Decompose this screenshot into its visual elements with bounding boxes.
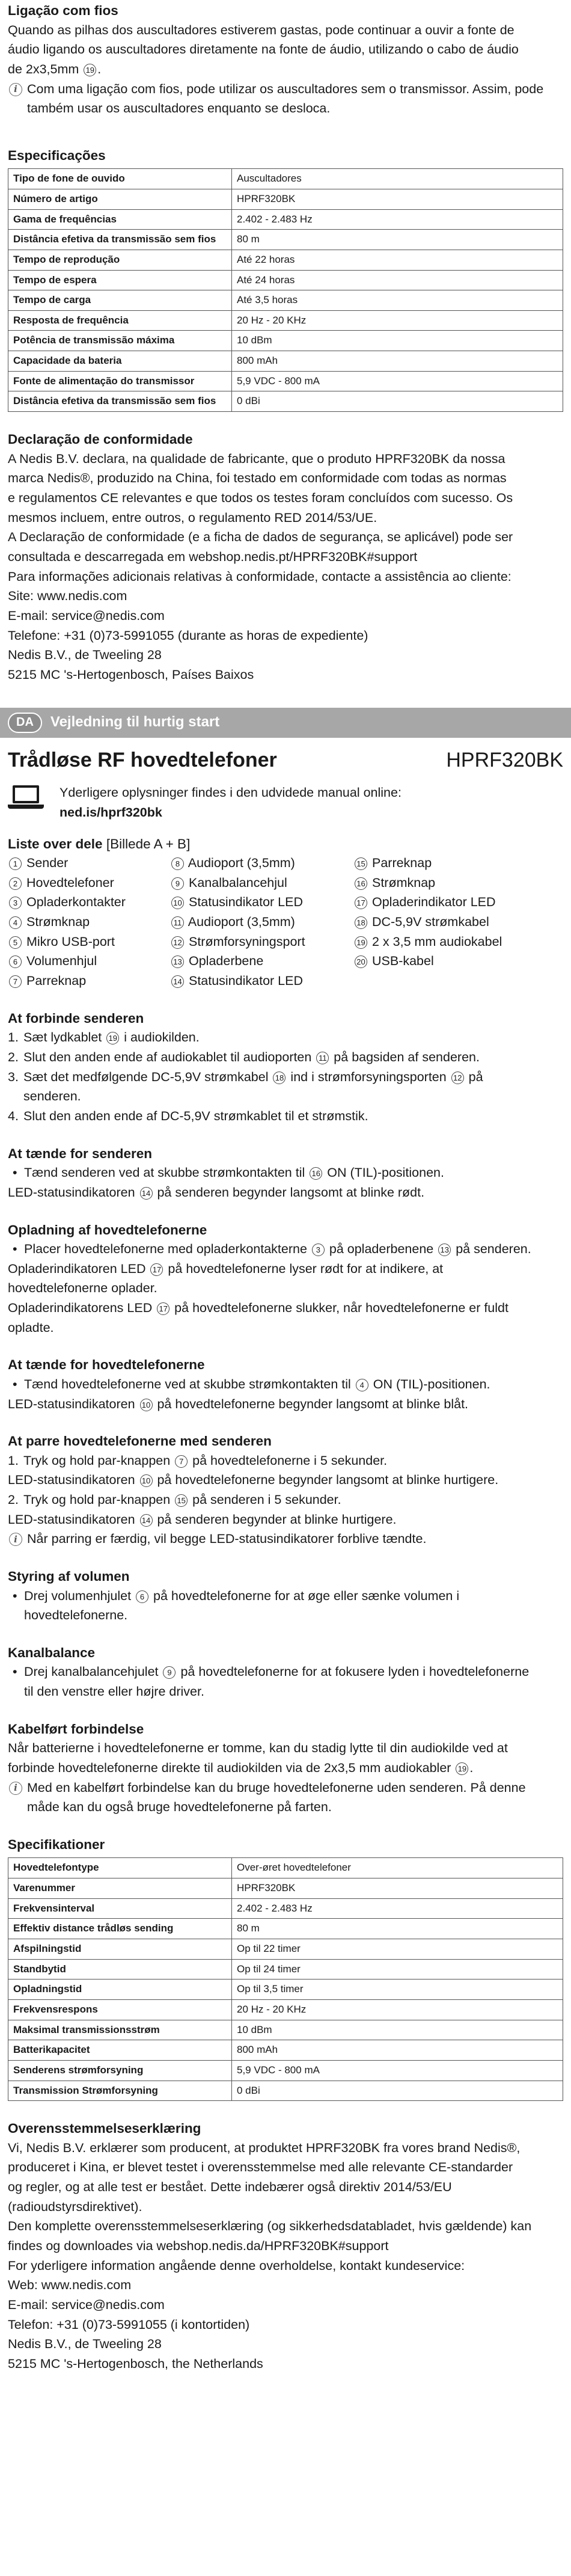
- spec-value: 20 Hz - 20 KHz: [232, 1999, 563, 2020]
- da-wired-note: [8, 1778, 563, 1817]
- pt-conformity-section: [8, 430, 563, 685]
- ref-number: 1: [9, 857, 22, 870]
- ref-number: 5: [9, 936, 22, 949]
- pt-conformity-heading: Declaração de conformidade: [8, 432, 193, 447]
- section-heading: Kanalbalance: [8, 1645, 96, 1660]
- part-label: Parreknap: [371, 856, 432, 871]
- spec-key: Tempo de espera: [8, 270, 232, 290]
- body-line: hovedtelefonerne oplader.: [8, 1281, 157, 1296]
- body-line: A Nedis B.V. declara, na qualidade de fabricante, que o produto HPRF320BK da nossa: [8, 451, 505, 466]
- ref-number: 8: [171, 857, 184, 870]
- table-row: [8, 2020, 563, 2040]
- spec-value: HPRF320BK: [232, 1878, 563, 1899]
- part-item: [170, 932, 353, 952]
- body-line: marca Nedis®, produzido na China, foi testado em conformidade com todas as normas: [8, 471, 507, 486]
- volume-section: [8, 1567, 563, 1625]
- table-row: [8, 250, 563, 270]
- part-item: [170, 912, 353, 932]
- spec-key: Distância efetiva da transmissão sem fios: [8, 230, 232, 250]
- spec-value: HPRF320BK: [232, 189, 563, 210]
- ref-number: 19: [106, 1032, 119, 1044]
- body-line: mesmos incluem, entre outros, o regulamento RED 2014/53/UE.: [8, 510, 377, 525]
- spec-value: Até 22 horas: [232, 250, 563, 270]
- note-line: måde kan du også bruge hovedtelefonerne på farten.: [27, 1800, 332, 1815]
- da-wired-section: [8, 1720, 563, 1817]
- da-specs-section: [8, 1835, 563, 2101]
- table-row: [8, 371, 563, 391]
- body-line: Opladerindikatorens LED 17 på hovedtelefonerne slukker, når hovedtelefonerne er fuldt: [8, 1301, 508, 1316]
- spec-value: 80 m: [232, 1919, 563, 1939]
- ref-number: 17: [355, 897, 367, 909]
- da-specs-heading: Specifikationer: [8, 1836, 105, 1852]
- part-item: [8, 971, 170, 991]
- ref-number: 3: [9, 897, 22, 909]
- part-item: [170, 853, 353, 873]
- spec-key: Tipo de fone de ouvido: [8, 169, 232, 189]
- spec-value: 0 dBi: [232, 2081, 563, 2101]
- body-line: 5215 MC 's-Hertogenbosch, Países Baixos: [8, 667, 254, 682]
- pt-specs-section: [8, 146, 563, 412]
- pt-wired-line: Quando as pilhas dos auscultadores estiverem gastas, pode continuar a ouvir a fonte de: [8, 22, 515, 37]
- part-item: [170, 892, 353, 912]
- list-item: • Placer hovedtelefonerne med opladerkontakterne 3 på opladerbenene 13 på senderen.: [13, 1242, 531, 1257]
- info-icon: i: [9, 1533, 22, 1546]
- spec-value: Op til 24 timer: [232, 1959, 563, 1980]
- section-heading: At parre hovedtelefonerne med senderen: [8, 1434, 272, 1449]
- spec-value: 10 dBm: [232, 331, 563, 351]
- spec-key: Distância efetiva da transmissão sem fios: [8, 391, 232, 412]
- parts-heading: Liste over dele [Billede A + B]: [8, 836, 191, 851]
- online-manual-link[interactable]: ned.is/hprf320bk: [60, 805, 162, 820]
- spec-key: Frekvensinterval: [8, 1898, 232, 1919]
- list-item: 2. Slut den anden ende af audiokablet til audioporten 11 på bagsiden af senderen.: [8, 1050, 480, 1064]
- body-line: Telefon: +31 (0)73-5991055 (i kontortiden): [8, 2317, 250, 2332]
- ref-number: 14: [140, 1514, 153, 1527]
- spec-value: Op til 3,5 timer: [232, 1980, 563, 2000]
- table-row: [8, 189, 563, 210]
- body-line: findes og downloades via webshop.nedis.da/HPRF320BK#support: [8, 2239, 389, 2254]
- power-sender-section: [8, 1144, 563, 1203]
- list-item: • Drej kanalbalancehjulet 9 på hovedtelefonerne for at fokusere lyden i hovedtelefonerne til den venstre eller højre driver.: [13, 1664, 530, 1699]
- section-heading: At tænde for hovedtelefonerne: [8, 1357, 205, 1373]
- part-item: [8, 951, 170, 971]
- language-header-title: Vejledning til hurtig start: [50, 714, 220, 731]
- part-item: [353, 853, 563, 873]
- spec-value: 20 Hz - 20 KHz: [232, 310, 563, 331]
- ref-number: 16: [355, 877, 367, 890]
- ref-number: 12: [451, 1072, 464, 1084]
- spec-value: Op til 22 timer: [232, 1939, 563, 1960]
- ref-number: 4: [9, 916, 22, 929]
- language-code-badge: DA: [8, 713, 42, 733]
- part-item: [353, 971, 563, 991]
- body-line: Den komplette overensstemmelseserklæring (og sikkerhedsdatabladet, hvis gældende) kan: [8, 2219, 532, 2234]
- ref-number: 19: [355, 936, 367, 949]
- part-label: Audioport (3,5mm): [188, 856, 295, 871]
- part-label: DC-5,9V strømkabel: [371, 915, 489, 930]
- table-row: [8, 1898, 563, 1919]
- part-item: [8, 932, 170, 952]
- body-line: Nedis B.V., de Tweeling 28: [8, 2337, 162, 2352]
- body-line: Når batterierne i hovedtelefonerne er tomme, kan du stadig lytte til din audiokilde ved at: [8, 1741, 508, 1756]
- info-icon: i: [9, 83, 22, 96]
- spec-key: Maksimal transmissionsstrøm: [8, 2020, 232, 2040]
- part-label: Statusindikator LED: [188, 895, 303, 910]
- body-line: og regler, og at alle test er bestået. Dette indebærer også direktiv 2014/53/EU: [8, 2180, 452, 2194]
- list-item: • Tænd hovedtelefonerne ved at skubbe strømkontakten til 4 ON (TIL)-positionen.: [13, 1376, 490, 1391]
- ref-number: 4: [356, 1379, 368, 1391]
- body-line: consultada e descarregada em webshop.nedis.pt/HPRF320BK#support: [8, 549, 418, 564]
- table-row: [8, 1959, 563, 1980]
- part-item: [353, 912, 563, 932]
- spec-value: Até 24 horas: [232, 270, 563, 290]
- pt-wired-heading: Ligação com fios: [8, 3, 118, 18]
- spec-value: 10 dBm: [232, 2020, 563, 2040]
- spec-value: Até 3,5 horas: [232, 290, 563, 311]
- body-line: e regulamentos CE relevantes e que todos os testes foram concluídos com sucesso. Os: [8, 490, 513, 505]
- table-row: [8, 1858, 563, 1878]
- body-line: Para informações adicionais relativas à conformidade, contacte a assistência ao cliente:: [8, 569, 511, 584]
- part-label: Statusindikator LED: [188, 974, 303, 989]
- body-line: E-mail: service@nedis.com: [8, 608, 165, 623]
- spec-key: Standbytid: [8, 1959, 232, 1980]
- spec-value: 0 dBi: [232, 391, 563, 412]
- language-header-bar: [0, 708, 571, 738]
- body-line: LED-statusindikatoren 10 på hovedtelefonerne begynder langsomt at blinke blåt.: [8, 1396, 469, 1411]
- part-item: [170, 873, 353, 893]
- spec-value: 5,9 VDC - 800 mA: [232, 2060, 563, 2081]
- table-row: [8, 1878, 563, 1899]
- body-line: Vi, Nedis B.V. erklærer som producent, at produktet HPRF320BK fra vores brand Nedis®,: [8, 2140, 521, 2155]
- table-row: [8, 230, 563, 250]
- body-line: 5215 MC 's-Hertogenbosch, the Netherlands: [8, 2357, 263, 2372]
- spec-value: 80 m: [232, 230, 563, 250]
- ref-number: 20: [355, 955, 367, 968]
- da-conformity-section: [8, 2119, 563, 2374]
- part-label: Kanalbalancehjul: [188, 875, 287, 890]
- list-item: 2. Tryk og hold par-knappen 15 på senderen i 5 sekunder.: [8, 1492, 341, 1507]
- ref-number: 16: [310, 1167, 322, 1180]
- ref-number: 14: [171, 975, 184, 988]
- body-line: LED-statusindikatoren 14 på senderen begynder at blinke hurtigere.: [8, 1512, 397, 1527]
- table-row: [8, 391, 563, 412]
- section-heading: Styring af volumen: [8, 1569, 130, 1584]
- spec-key: Senderens strømforsyning: [8, 2060, 232, 2081]
- pt-specs-heading: Especificações: [8, 147, 106, 163]
- part-item: [8, 892, 170, 912]
- part-label: Sender: [26, 856, 69, 871]
- ref-number: 15: [355, 857, 367, 870]
- table-row: [8, 1999, 563, 2020]
- part-label: Volumenhjul: [26, 954, 97, 969]
- spec-key: Batterikapacitet: [8, 2040, 232, 2061]
- product-title-row: [8, 745, 563, 776]
- part-label: Opladerindikator LED: [371, 895, 496, 910]
- ref-number: 11: [171, 916, 184, 929]
- ref-number: 10: [171, 897, 184, 909]
- ref-number: 11: [316, 1052, 329, 1064]
- part-item: [170, 971, 353, 991]
- part-label: 2 x 3,5 mm audiokabel: [371, 934, 502, 949]
- ref-number: 6: [136, 1590, 148, 1603]
- body-line: opladte.: [8, 1320, 54, 1335]
- ref-number: 19: [84, 64, 96, 76]
- parts-list: [8, 853, 563, 991]
- pt-wired-line: áudio ligando os auscultadores diretamente na fonte de áudio, utilizando o cabo de áudio: [8, 42, 519, 57]
- ref-number: 13: [171, 955, 184, 968]
- list-item: 4. Slut den anden ende af DC-5,9V strømkablet til et strømstik.: [8, 1109, 368, 1124]
- body-line: For yderligere information angående denne overholdelse, kontakt kundeservice:: [8, 2258, 465, 2273]
- ref-number: 19: [456, 1762, 468, 1775]
- part-label: Strømknap: [371, 875, 436, 890]
- pt-conformity-text: [8, 449, 563, 685]
- spec-value: 2.402 - 2.483 Hz: [232, 209, 563, 230]
- da-spec-table: [8, 1857, 563, 2101]
- table-row: [8, 290, 563, 311]
- table-row: [8, 1939, 563, 1960]
- ref-number: 15: [175, 1494, 188, 1507]
- part-label: Opladerbene: [188, 954, 264, 969]
- power-headphones-section: [8, 1355, 563, 1414]
- ref-number: 6: [9, 955, 22, 968]
- note-line: Med en kabelført forbindelse kan du bruge hovedtelefonerne uden senderen. På denne: [27, 1780, 526, 1795]
- body-line: (radioudstyrsdirektivet).: [8, 2199, 142, 2214]
- body-line: LED-statusindikatoren 14 på senderen begynder langsomt at blinke rødt.: [8, 1185, 425, 1200]
- spec-key: Frekvensrespons: [8, 1999, 232, 2020]
- part-label: Strømforsyningsport: [188, 934, 305, 949]
- spec-key: Effektiv distance trådløs sending: [8, 1919, 232, 1939]
- spec-value: 5,9 VDC - 800 mA: [232, 371, 563, 391]
- table-row: [8, 1980, 563, 2000]
- ref-number: 3: [312, 1244, 325, 1256]
- list-item: • Tænd senderen ved at skubbe strømkontakten til 16 ON (TIL)-positionen.: [13, 1165, 444, 1180]
- spec-value: Over-øret hovedtelefoner: [232, 1858, 563, 1878]
- table-row: [8, 169, 563, 189]
- table-row: [8, 209, 563, 230]
- spec-key: Capacidade da bateria: [8, 351, 232, 372]
- spec-key: Varenummer: [8, 1878, 232, 1899]
- body-line: Nedis B.V., de Tweeling 28: [8, 648, 162, 663]
- note-line: Når parring er færdig, vil begge LED-statusindikatorer forblive tændte.: [27, 1532, 427, 1547]
- pt-spec-table: [8, 168, 563, 412]
- online-manual-text: Yderligere oplysninger findes i den udvidede manual online:: [60, 785, 402, 800]
- body-line: produceret i Kina, er blevet testet i overensstemmelse med alle relevante CE-standarder: [8, 2160, 513, 2175]
- part-label: Mikro USB-port: [26, 934, 115, 949]
- spec-key: Fonte de alimentação do transmissor: [8, 371, 232, 391]
- note-line: Com uma ligação com fios, pode utilizar os auscultadores sem o transmissor. Assim, pode: [27, 81, 544, 96]
- ref-number: 18: [355, 916, 367, 929]
- spec-value: 800 mAh: [232, 2040, 563, 2061]
- part-item: [353, 932, 563, 952]
- body-line: Site: www.nedis.com: [8, 589, 127, 604]
- pairing-section: [8, 1432, 563, 1549]
- table-row: [8, 1919, 563, 1939]
- model-number: HPRF320BK: [446, 748, 563, 771]
- spec-key: Tempo de carga: [8, 290, 232, 311]
- info-icon: i: [9, 1782, 22, 1795]
- pairing-note: [8, 1529, 563, 1549]
- part-item: [8, 912, 170, 932]
- list-item: 1. Tryk og hold par-knappen 7 på hovedtelefonerne i 5 sekunder.: [8, 1453, 388, 1468]
- ref-number: 10: [140, 1474, 153, 1487]
- pt-wired-section: [8, 1, 563, 118]
- part-label: Hovedtelefoner: [26, 875, 114, 890]
- pt-wired-line: de 2x3,5mm 19 .: [8, 61, 102, 76]
- list-item: 3. Sæt det medfølgende DC-5,9V strømkabel 18 ind i strømforsyningsporten 12 på senderen.: [8, 1069, 483, 1104]
- product-title: Trådløse RF hovedtelefoner: [8, 748, 277, 771]
- table-row: [8, 351, 563, 372]
- body-line: E-mail: service@nedis.com: [8, 2298, 165, 2313]
- ref-number: 7: [175, 1455, 188, 1468]
- body-line: LED-statusindikatoren 10 på hovedtelefonerne begynder langsomt at blinke hurtigere.: [8, 1473, 499, 1488]
- spec-value: 2.402 - 2.483 Hz: [232, 1898, 563, 1919]
- part-label: Opladerkontakter: [26, 895, 126, 910]
- part-item: [8, 853, 170, 873]
- table-row: [8, 2081, 563, 2101]
- section-heading: Kabelført forbindelse: [8, 1721, 144, 1737]
- table-row: [8, 310, 563, 331]
- spec-key: Opladningstid: [8, 1980, 232, 2000]
- list-item: • Drej volumenhjulet 6 på hovedtelefonerne for at øge eller sænke volumen i hovedtelefonerne.: [13, 1588, 460, 1623]
- spec-key: Potência de transmissão máxima: [8, 331, 232, 351]
- section-heading: At forbinde senderen: [8, 1010, 144, 1026]
- manual-page: [8, 1, 563, 2374]
- body-line: forbinde hovedtelefonerne direkte til audiokilden via de 2x3,5 mm audiokabler 19 .: [8, 1760, 474, 1775]
- part-label: Strømknap: [26, 915, 90, 930]
- spec-key: Tempo de reprodução: [8, 250, 232, 270]
- spec-key: Número de artigo: [8, 189, 232, 210]
- spec-value: 800 mAh: [232, 351, 563, 372]
- ref-number: 9: [171, 877, 184, 890]
- part-label: USB-kabel: [371, 954, 434, 969]
- note-line: também usar os auscultadores enquanto se desloca.: [27, 101, 331, 116]
- table-row: [8, 2060, 563, 2081]
- connect-sender-section: [8, 1009, 563, 1126]
- balance-section: [8, 1643, 563, 1702]
- spec-key: Resposta de frequência: [8, 310, 232, 331]
- da-conformity-text: [8, 2138, 563, 2374]
- ref-number: 18: [273, 1072, 286, 1084]
- spec-key: Gama de frequências: [8, 209, 232, 230]
- section-heading: At tænde for senderen: [8, 1145, 153, 1161]
- pt-wired-note: [8, 79, 563, 118]
- connect-steps: [8, 1028, 563, 1126]
- spec-key: Transmission Strømforsyning: [8, 2081, 232, 2101]
- ref-number: 10: [140, 1399, 153, 1411]
- part-label: Parreknap: [26, 974, 87, 989]
- table-row: [8, 331, 563, 351]
- part-item: [353, 951, 563, 971]
- spec-value: Auscultadores: [232, 169, 563, 189]
- part-item: [8, 873, 170, 893]
- spec-key: Hovedtelefontype: [8, 1858, 232, 1878]
- ref-number: 9: [163, 1666, 176, 1679]
- body-line: A Declaração de conformidade (e a ficha de dados de segurança, se aplicável) pode ser: [8, 530, 513, 545]
- body-line: Telefone: +31 (0)73-5991055 (durante as horas de expediente): [8, 628, 368, 643]
- online-manual-row: [8, 783, 563, 822]
- list-item: 1. Sæt lydkablet 19 i audiokilden.: [8, 1030, 200, 1045]
- part-item: [170, 951, 353, 971]
- table-row: [8, 2040, 563, 2061]
- da-conformity-heading: Overensstemmelseserklæring: [8, 2121, 201, 2136]
- part-label: Audioport (3,5mm): [188, 915, 295, 930]
- ref-number: 12: [171, 936, 184, 949]
- charging-section: [8, 1221, 563, 1338]
- ref-number: 2: [9, 877, 22, 890]
- spec-key: Afspilningstid: [8, 1939, 232, 1960]
- laptop-icon: [8, 783, 44, 811]
- ref-number: 13: [438, 1244, 451, 1256]
- body-line: Opladerindikatoren LED 17 på hovedtelefonerne lyser rødt for at indikere, at: [8, 1261, 444, 1276]
- ref-number: 7: [9, 975, 22, 988]
- ref-number: 17: [157, 1302, 169, 1315]
- part-item: [353, 892, 563, 912]
- part-item: [353, 873, 563, 893]
- section-heading: Opladning af hovedtelefonerne: [8, 1222, 207, 1237]
- ref-number: 17: [150, 1263, 163, 1276]
- ref-number: 14: [140, 1187, 153, 1200]
- body-line: Web: www.nedis.com: [8, 2278, 132, 2293]
- table-row: [8, 270, 563, 290]
